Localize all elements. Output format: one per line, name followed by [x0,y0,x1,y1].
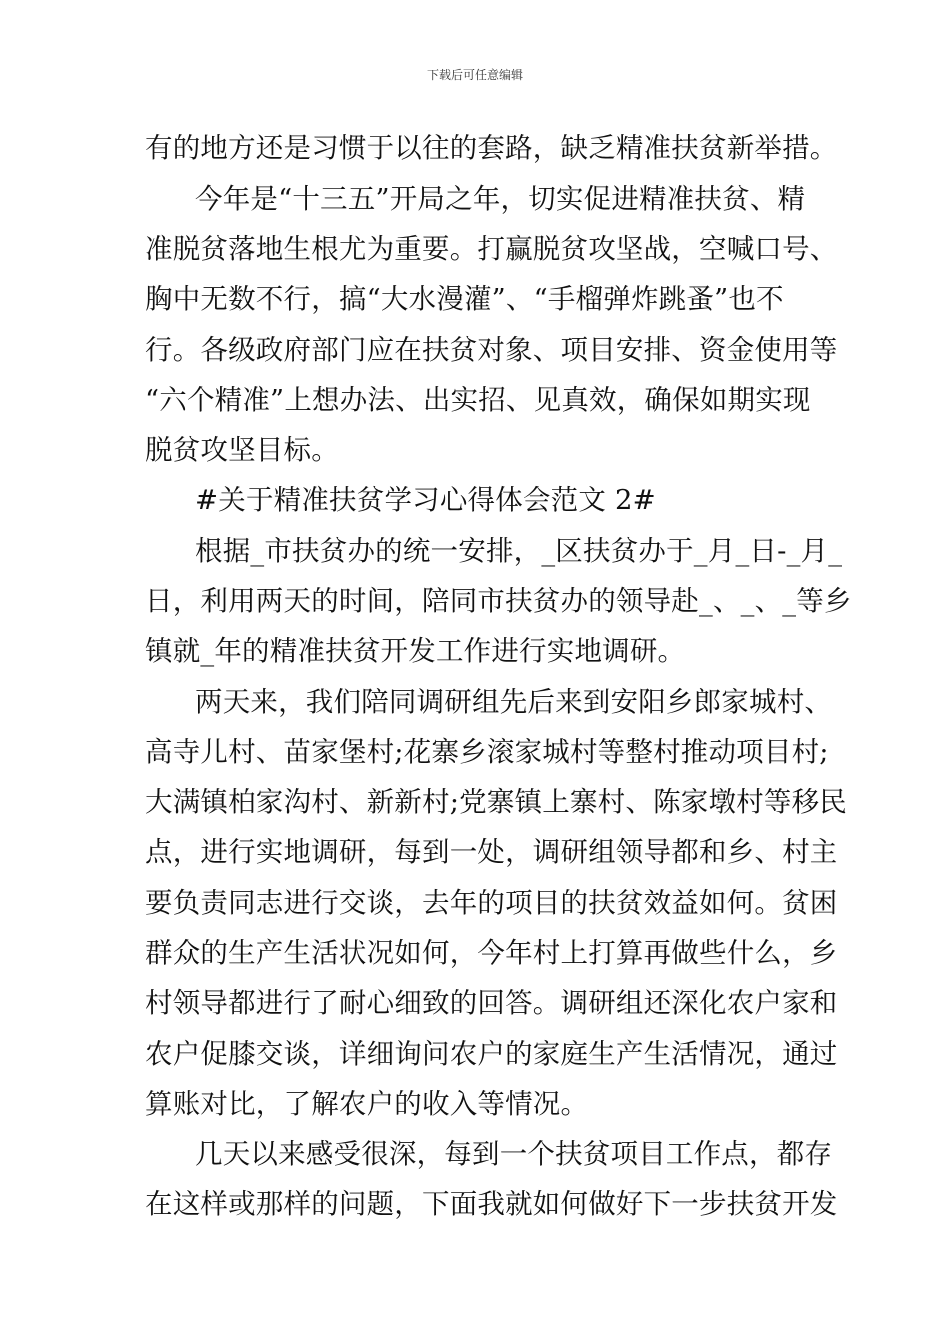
text-line: 农户促膝交谈，详细询问农户的家庭生产生活情况，通过 [145,1038,838,1070]
text-line: 根据_市扶贫办的统一安排，_区扶贫办于_月_日-_月_ [195,535,843,567]
text-line: “六个精准”上想办法、出实招、见真效，确保如期实现 [145,384,811,416]
text-line: 今年是“十三五”开局之年，切实促进精准扶贫、精 [195,183,806,215]
text-line: 有的地方还是习惯于以往的套路，缺乏精准扶贫新举措。 [145,132,838,164]
text-line: 两天来，我们陪同调研组先后来到安阳乡郎家城村、 [195,686,833,718]
text-line: 高寺儿村、苗家堡村;花寨乡滚家城村等整村推动项目村; [145,736,829,768]
section-heading: #关于精准扶贫学习心得体会范文 2# [195,484,656,516]
text-line: 胸中无数不行，搞“大水漫灌”、“手榴弹炸跳蚤”也不 [145,283,784,315]
text-line: 几天以来感受很深，每到一个扶贫项目工作点，都存 [195,1138,833,1170]
text-line: 在这样或那样的问题，下面我就如何做好下一步扶贫开发 [145,1188,838,1220]
text-line: 要负责同志进行交谈，去年的项目的扶贫效益如何。贫困 [145,887,838,919]
text-line: 日，利用两天的时间，陪同市扶贫办的领导赴_、_、_等乡 [145,585,852,617]
text-line: 镇就_年的精准扶贫开发工作进行实地调研。 [145,635,686,667]
text-line: 准脱贫落地生根尤为重要。打赢脱贫攻坚战，空喊口号、 [145,233,838,265]
text-line: 点，进行实地调研，每到一处，调研组领导都和乡、村主 [145,836,838,868]
text-line: 村领导都进行了耐心细致的回答。调研组还深化农户家和 [145,987,838,1019]
text-line: 脱贫攻坚目标。 [145,434,339,466]
header-note: 下载后可任意编辑 [426,68,523,82]
text-line: 算账对比，了解农户的收入等情况。 [145,1088,589,1120]
text-line: 行。各级政府部门应在扶贫对象、项目安排、资金使用等 [145,334,838,366]
text-line: 大满镇柏家沟村、新新村;党寨镇上寨村、陈家墩村等移民 [145,786,847,818]
text-line: 群众的生产生活状况如何，今年村上打算再做些什么，乡 [145,937,838,969]
